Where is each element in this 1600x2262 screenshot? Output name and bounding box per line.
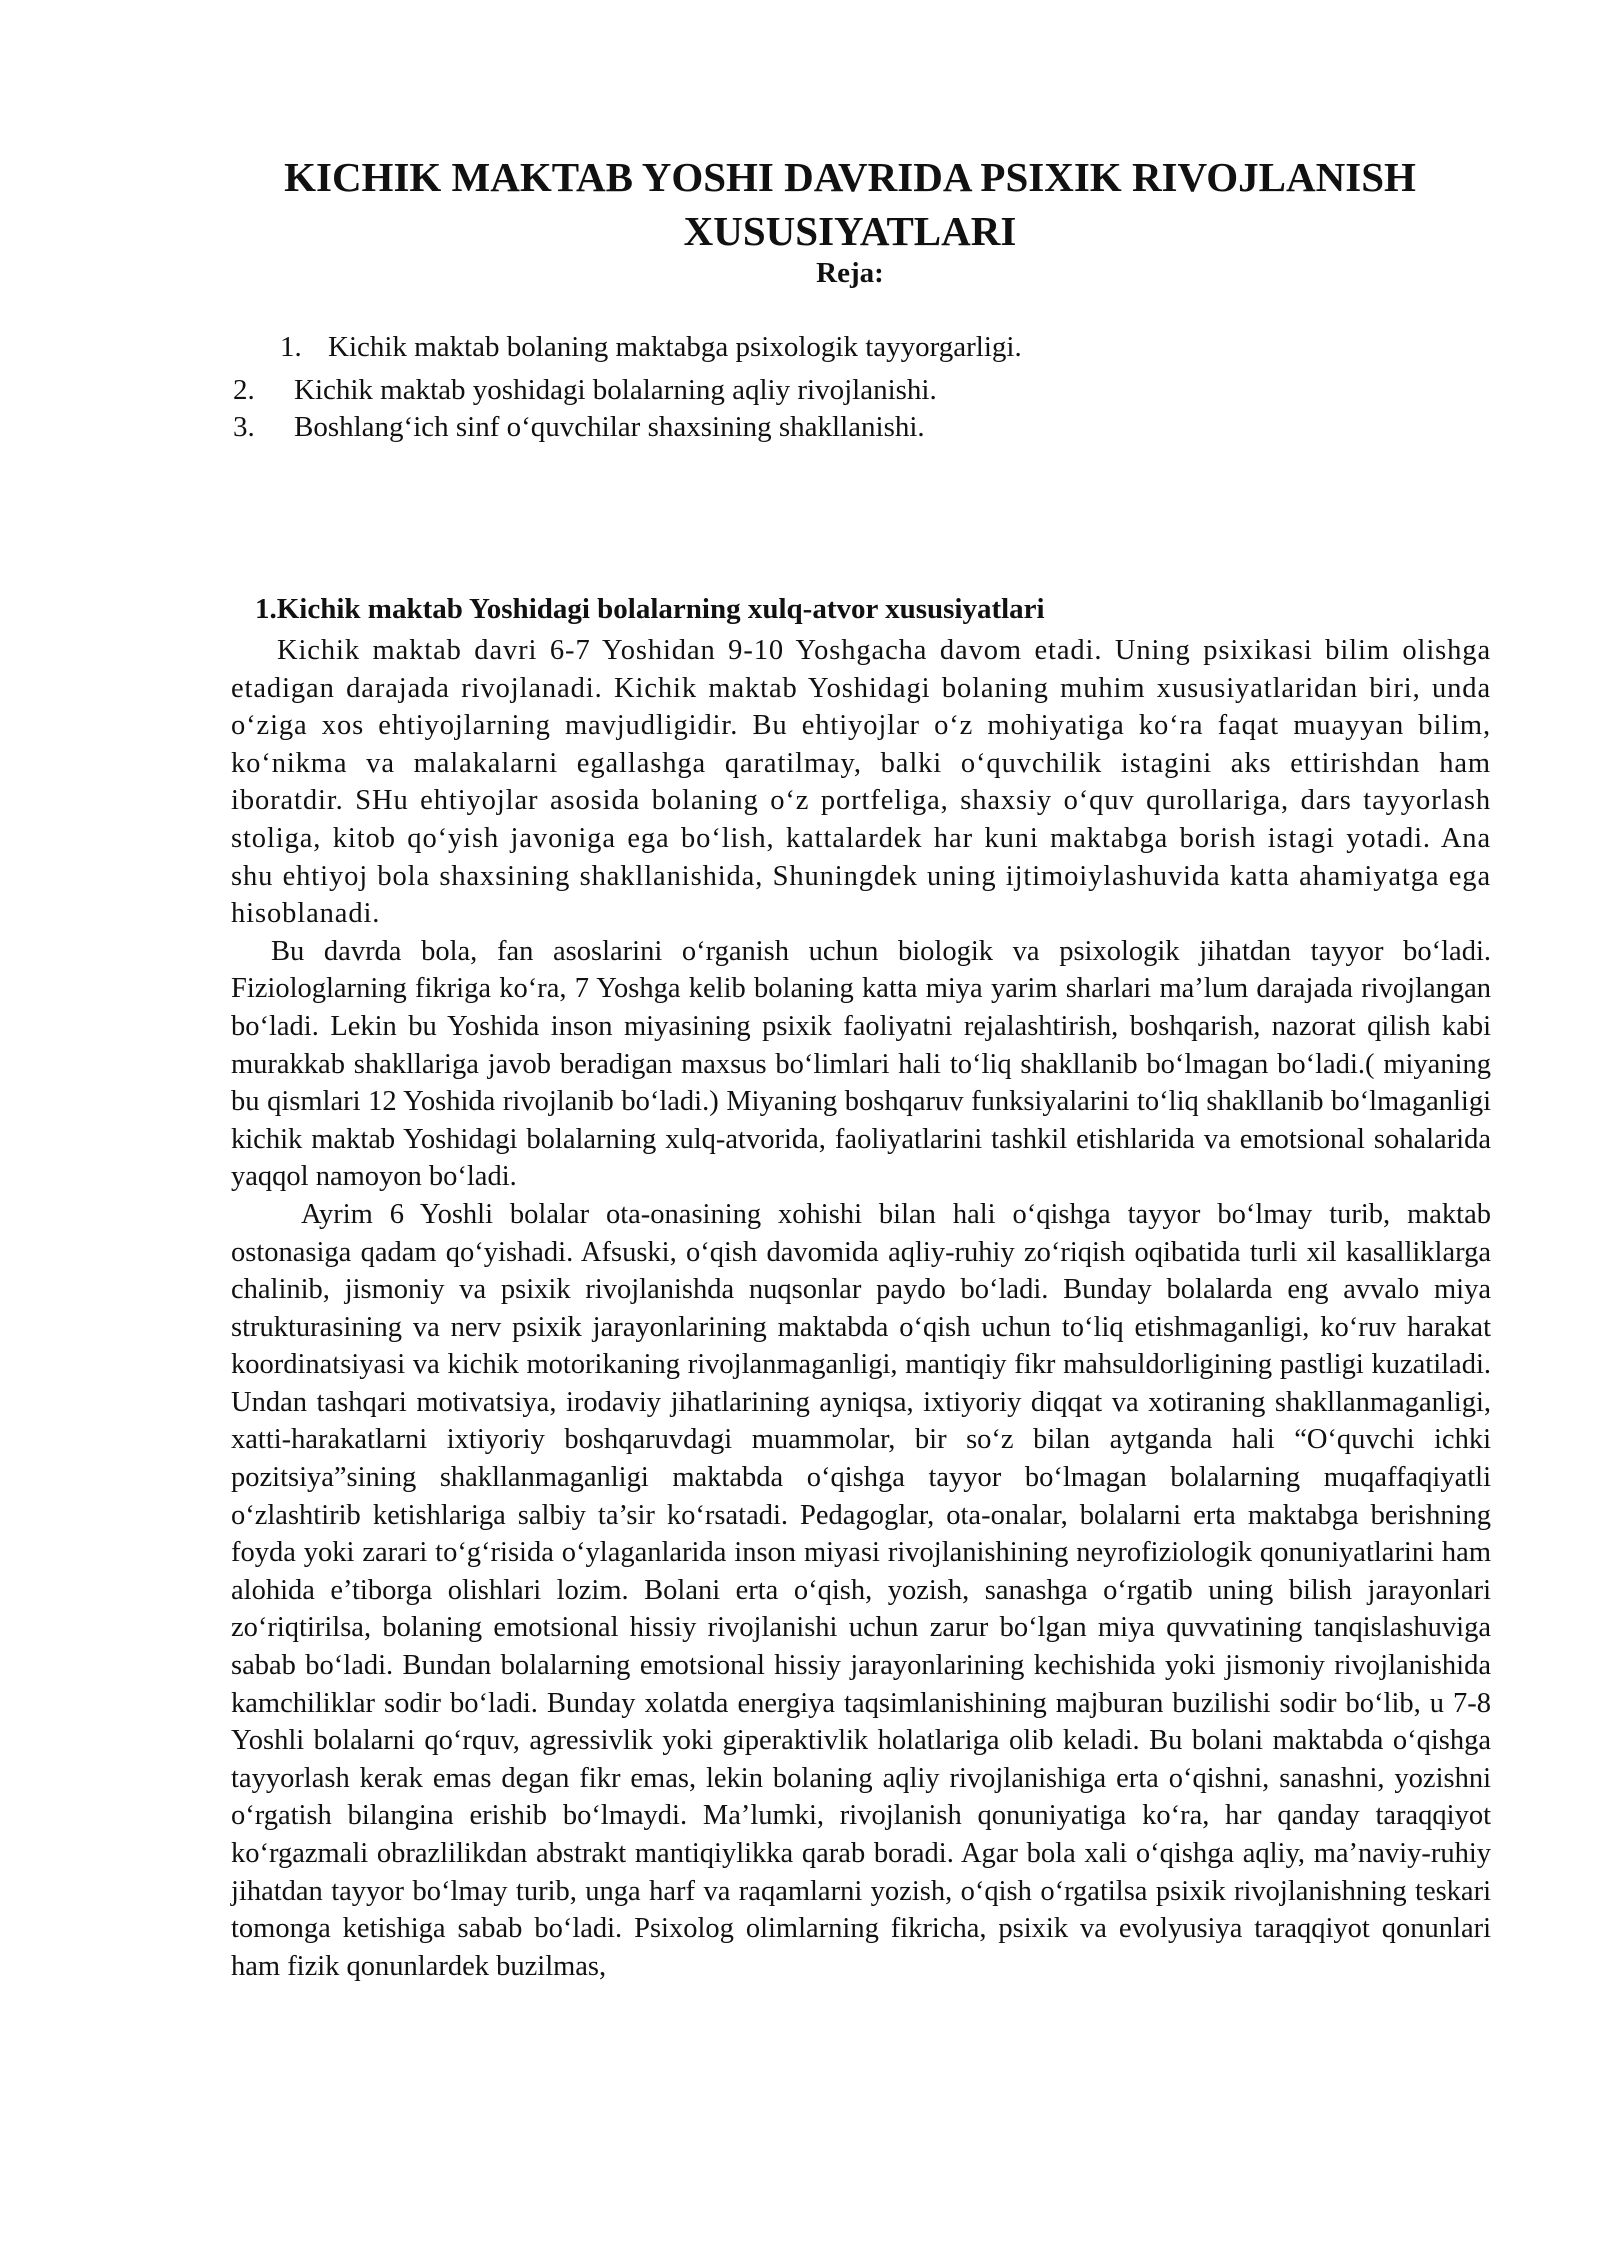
body-text — [231, 632, 1491, 1985]
section-heading: 1.Kichik maktab Yoshidagi bolalarning xulq-atvor xususiyatlari — [255, 593, 1045, 625]
document-title: KICHIK MAKTAB YOSHI DAVRIDA PSIXIK RIVOJLANISH XUSUSIYATLARI — [284, 154, 1416, 254]
plan-item-text: Kichik maktab bolaning maktabga psixologik tayyorgarligi. — [328, 331, 1022, 363]
plan-item-number: 3. — [233, 411, 255, 443]
paragraph: Bu davrda bola, fan asoslarini o‘rganish uchun biologik va psixologik jihatdan tayyor bo‘ladi. Fiziologlarning fikriga ko‘ra, 7 Yoshga kelib bolaning katta miya yarim sharlari ma’lum darajada rivojlangan bo‘ladi. Lekin bu Yoshida inson miyasining psixik faoliyatni rejalashtirish, boshqarish, nazorat qilish kabi murakkab shakllariga javob beradigan maxsus bo‘limlari hali to‘liq shakllanib bo‘lmagan bo‘ladi.( miyaning bu qismlari 12 Yoshida rivojlanib bo‘ladi.) Miyaning boshqaruv funksiyalarini to‘liq shakllanib bo‘lmaganligi kichik maktab Yoshidagi bolalarning xulq-atvorida, faoliyatlarini tashkil etishlarida va emotsional sohalarida yaqqol namoyon bo‘ladi. — [231, 935, 1491, 1193]
plan-item-text: Kichik maktab yoshidagi bolalarning aqliy rivojlanishi. — [294, 374, 937, 406]
paragraph: Ayrim 6 Yoshli bolalar ota-onasining xohishi bilan hali o‘qishga tayyor bo‘lmay turib, maktab ostonasiga qadam qo‘yishadi. Afsuski, o‘qish davomida aqliy-ruhiy zo‘riqish oqibatida turli xil kasalliklarga chalinib, jismoniy va psixik rivojlanishda nuqsonlar paydo bo‘ladi. Bunday bolalarda eng avvalo miya strukturasining va nerv psixik jarayonlarining maktabda o‘qish uchun to‘liq etishmaganligi, ko‘ruv harakat koordinatsiyasi va kichik motorikaning rivojlanmaganligi, mantiqiy fikr mahsuldorligining pastligi kuzatiladi. Undan tashqari motivatsiya, irodaviy jihatlarining ayniqsa, ixtiyoriy diqqat va xotiraning shakllanmaganligi, xatti-harakatlarni ixtiyoriy boshqaruvdagi muammolar, bir so‘z bilan aytganda hali “O‘quvchi ichki pozitsiya”sining shakllanmaganligi maktabda o‘qishga tayyor bo‘lmagan bolalarning muqaffaqiyatli o‘zlashtirib ketishlariga salbiy ta’sir ko‘rsatadi. Pedagoglar, ota-onalar, bolalarni erta maktabga berishning foyda yoki zarari to‘g‘risida o‘ylaganlarida inson miyasi rivojlanishining neyrofiziologik qonuniyatlarini ham alohida e’tiborga olishlari lozim. Bolani erta o‘qish, yozish, sanashga o‘rgatib uning bilish jarayonlari zo‘riqtirilsa, bolaning emotsional hissiy rivojlanishi uchun zarur bo‘lgan miya quvvatining tanqislashuviga sabab bo‘ladi. Bundan bolalarning emotsional hissiy jarayonlarining kechishida yoki jismoniy rivojlanishida kamchiliklar sodir bo‘ladi. Bunday xolatda energiya taqsimlanishining majburan buzilishi sodir bo‘lib, u 7-8 Yoshli bolalarni qo‘rquv, agressivlik yoki giperaktivlik holatlariga olib keladi. Bu bolani maktabda o‘qishga tayyorlash kerak emas degan fikr emas, lekin bolaning aqliy rivojlanishiga erta o‘qishni, sanashni, yozishni o‘rgatish bilangina erishib bo‘lmaydi. Ma’lumki, rivojlanish qonuniyatiga ko‘ra, har qanday taraqqiyot ko‘rgazmali obrazlilikdan abstrakt mantiqiylikka qarab boradi. Agar bola xali o‘qishga aqliy, ma’naviy-ruhiy jihatdan tayyor bo‘lmay turib, unga harf va raqamlarni yozish, o‘qish o‘rgatilsa psixik rivojlanishning teskari tomonga ketishiga sabab bo‘ladi. Psixolog olimlarning fikricha, psixik va evolyusiya taraqqiyot qonunlari ham fizik qonunlardek buzilmas, — [231, 1198, 1491, 1982]
plan-item-number: 2. — [233, 374, 255, 406]
plan-label: Reja: — [816, 257, 884, 289]
plan-item-number: 1. — [280, 331, 302, 363]
paragraph: Kichik maktab davri 6-7 Yoshidan 9-10 Yoshgacha davom etadi. Uning psixikasi bilim olishga etadigan darajada rivojlanadi. Kichik maktab Yoshidagi bolaning muhim xususiyatlaridan biri, unda o‘ziga xos ehtiyojlarning mavjudligidir. Bu ehtiyojlar o‘z mohiyatiga ko‘ra faqat muayyan bilim, ko‘nikma va malakalarni egallashga qaratilmay, balki o‘quvchilik istagini aks ettirishdan ham iboratdir. SHu ehtiyojlar asosida bolaning o‘z portfeliga, shaxsiy o‘quv qurollariga, dars tayyorlash stoliga, kitob qo‘yish javoniga ega bo‘lish, kattalardek har kuni maktabga borish istagi yotadi. Ana shu ehtiyoj bola shaxsining shakllanishida, Shuningdek uning ijtimoiylashuvida katta ahamiyatga ega hisoblanadi. — [231, 635, 1491, 930]
plan-item-text: Boshlang‘ich sinf o‘quvchilar shaxsining shakllanishi. — [294, 411, 925, 443]
